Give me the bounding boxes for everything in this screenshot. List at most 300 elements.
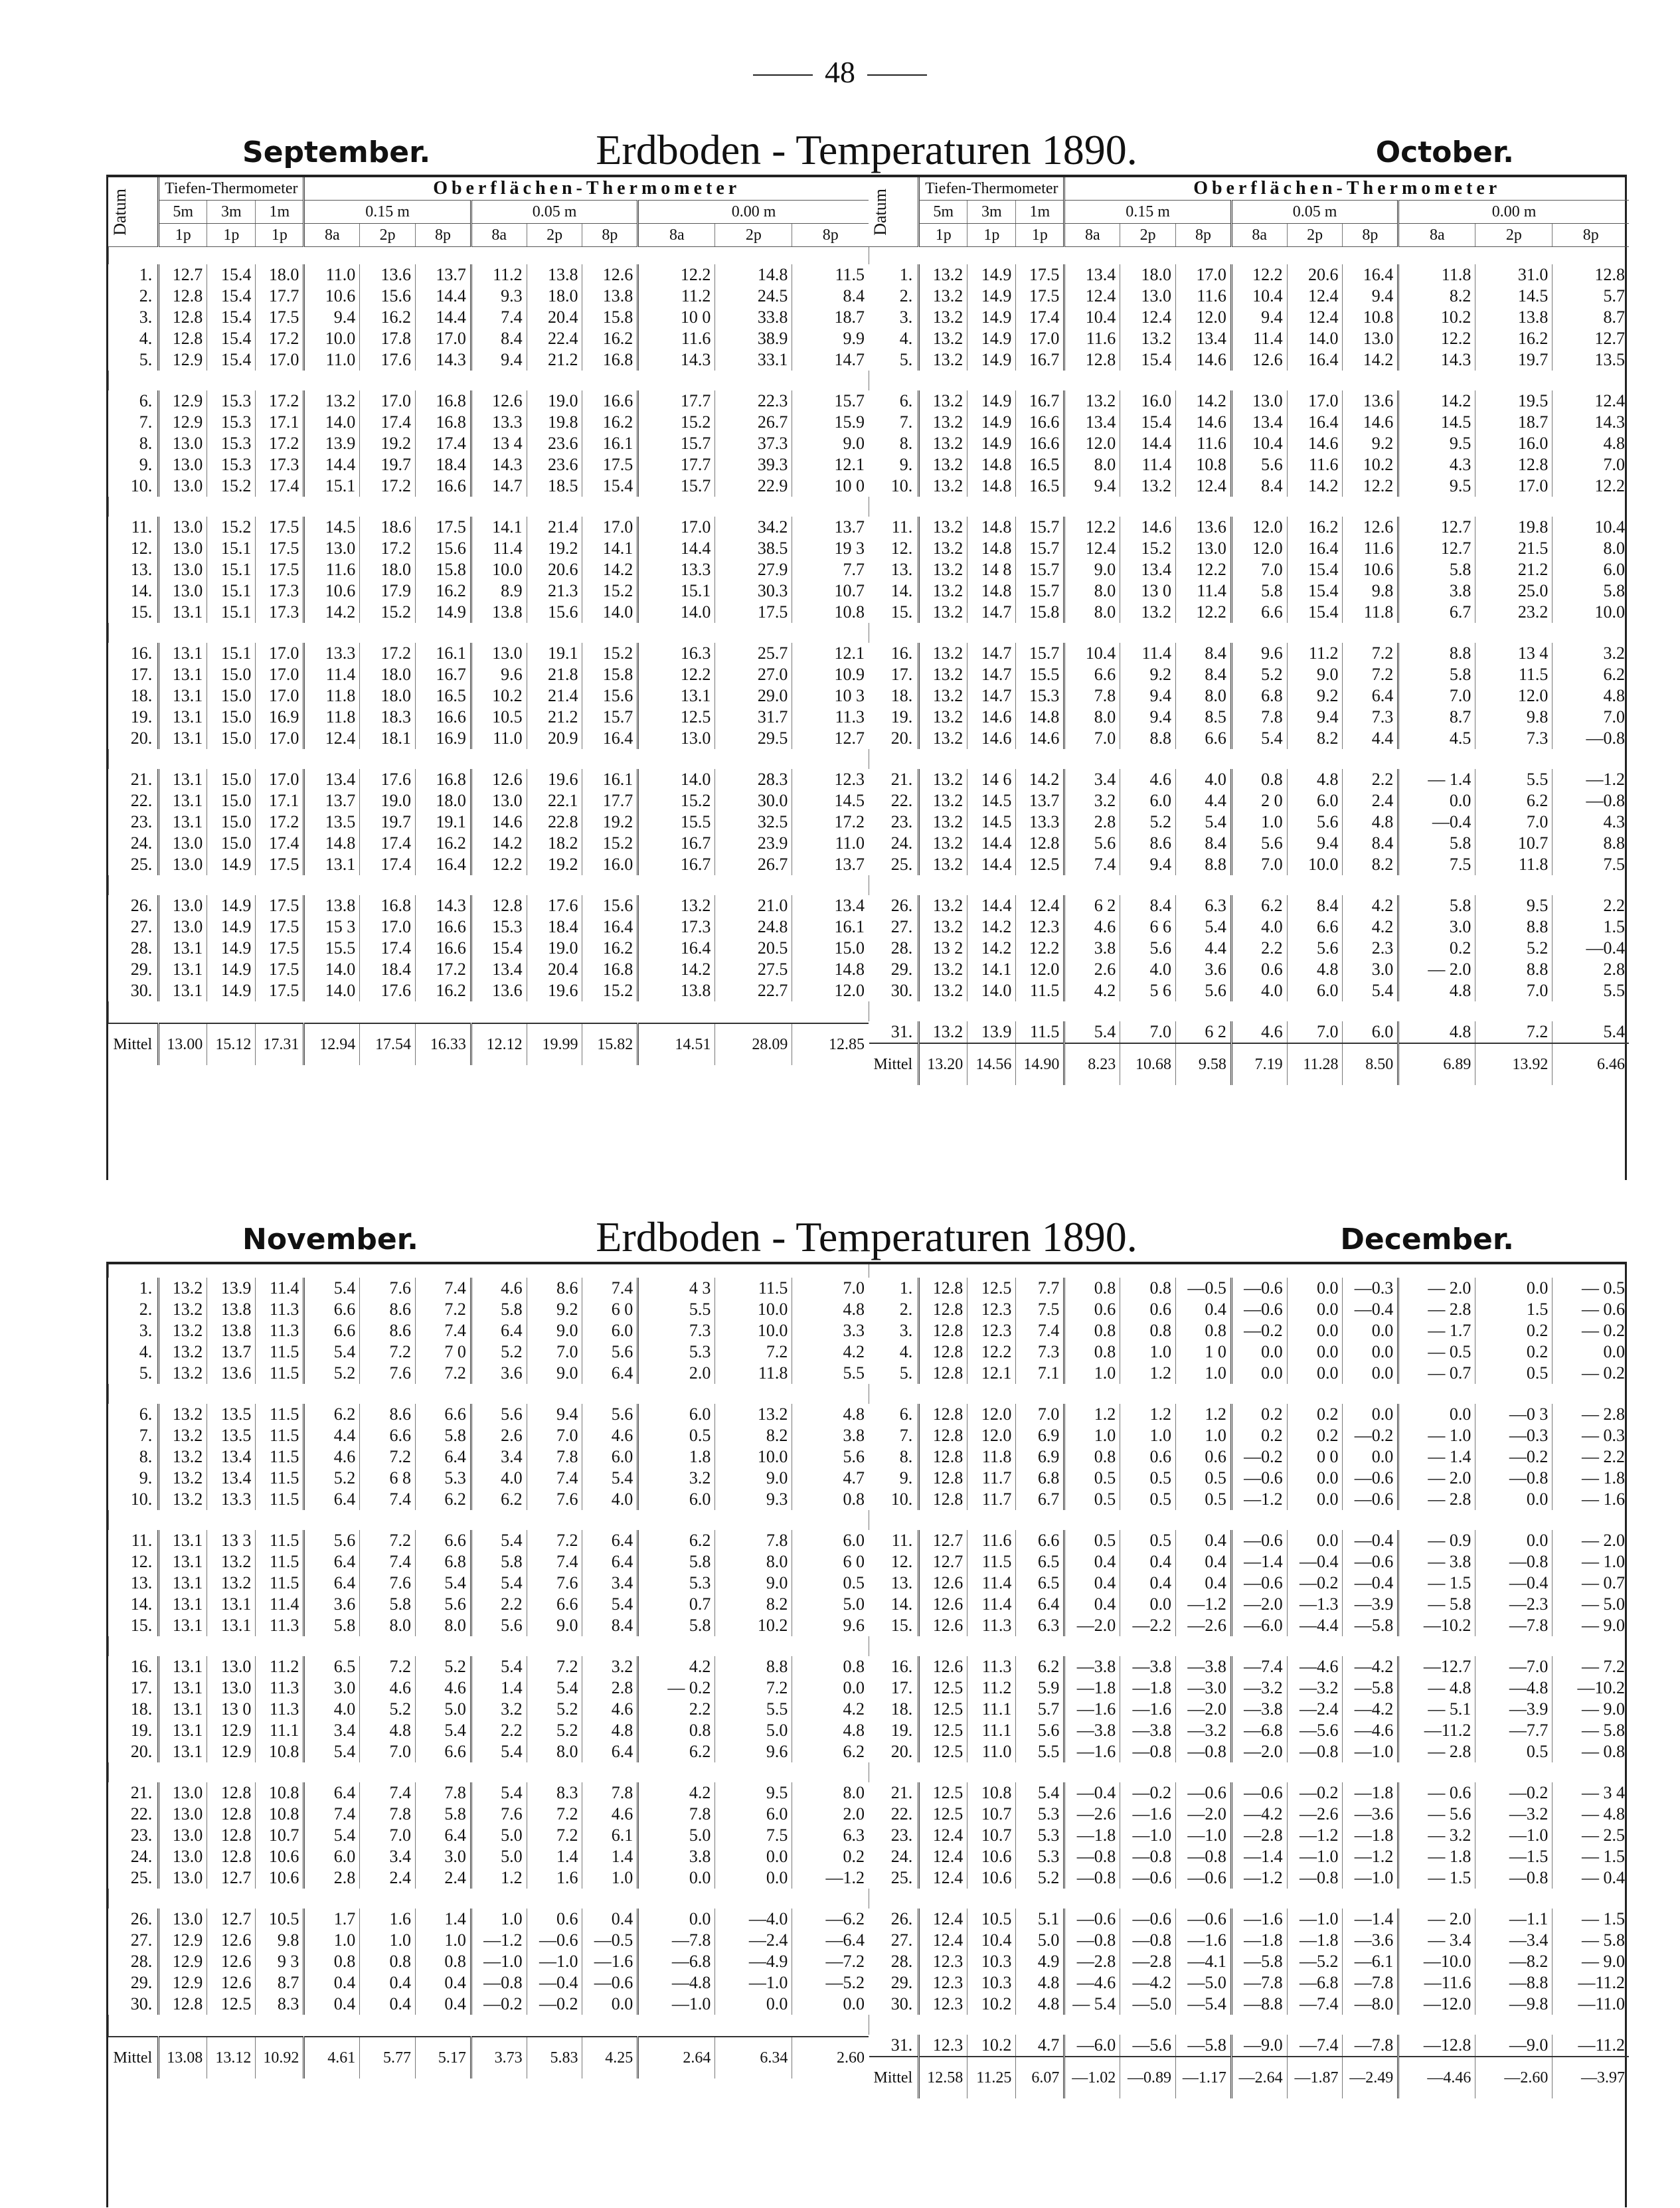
value-cell: 17.0 (360, 916, 416, 938)
value-cell: 14.4 (416, 307, 471, 328)
value-cell: 6.2 (638, 1530, 715, 1551)
value-cell: 11.3 (256, 1677, 304, 1699)
mittel-value: —2.64 (1231, 2057, 1287, 2098)
value-cell: 17.5 (256, 959, 304, 980)
value-cell: 20.5 (715, 938, 792, 959)
value-cell: 13.7 (207, 1341, 256, 1363)
table-row (869, 538, 1630, 559)
value-cell: 14.0 (967, 980, 1016, 1001)
value-cell: 13.1 (159, 707, 207, 728)
date-cell: 30. (130, 1994, 153, 2013)
section-sep-oct (106, 125, 1627, 1180)
value-cell: 15.0 (207, 833, 256, 854)
date-cell: 1. (899, 1278, 913, 1298)
value-cell: —0.8 (1120, 1846, 1176, 1867)
value-cell: 13.6 (207, 1363, 256, 1384)
value-cell: 10.7 (792, 580, 869, 602)
value-cell: 3.6 (304, 1594, 360, 1615)
header-row-depths (109, 201, 869, 224)
value-cell: 7.4 (1064, 854, 1120, 875)
value-cell: 17.5 (416, 517, 471, 538)
value-cell: 19.1 (527, 643, 582, 664)
value-cell: 10.2 (1343, 454, 1398, 475)
value-cell: 3.8 (1398, 580, 1475, 602)
time-header: 2p (1120, 224, 1176, 247)
value-cell: 7.8 (416, 1782, 471, 1804)
date-cell: 13. (130, 1573, 153, 1592)
table-row (109, 728, 869, 749)
value-cell: 2.3 (1343, 938, 1398, 959)
value-cell: 15.3 (207, 390, 256, 412)
value-cell: 6.7 (1016, 1489, 1064, 1510)
value-cell: 12.8 (919, 1468, 967, 1489)
mittel-value: 2.64 (638, 2037, 715, 2079)
table-row (109, 1699, 869, 1720)
table-row (109, 1994, 869, 2015)
value-cell: 6.2 (304, 1404, 360, 1425)
value-cell: 1.2 (1176, 1404, 1232, 1425)
value-cell: 17.6 (527, 895, 582, 916)
value-cell: 12.8 (159, 286, 207, 307)
value-cell: 9.0 (715, 1468, 792, 1489)
value-cell: 6.1 (582, 1825, 638, 1846)
value-cell: 6.2 (416, 1489, 471, 1510)
value-cell: 11.1 (967, 1720, 1016, 1741)
value-cell: —12.8 (1398, 2035, 1475, 2057)
value-cell: 13.0 (159, 895, 207, 916)
value-cell: 9.6 (715, 1741, 792, 1762)
value-cell: 0.4 (1064, 1551, 1120, 1572)
value-cell: —12.0 (1398, 1994, 1475, 2015)
value-cell: —0.6 (582, 1972, 638, 1994)
mittel-value: 14.51 (638, 1023, 715, 1065)
value-cell: 12.0 (1231, 517, 1287, 538)
value-cell: 15.2 (582, 833, 638, 854)
value-cell: 14.9 (207, 980, 256, 1001)
value-cell: 10.8 (256, 1741, 304, 1762)
time-header: 8p (416, 224, 471, 247)
value-cell: 12.0 (967, 1404, 1016, 1425)
value-cell: 15.4 (207, 328, 256, 349)
table-row (109, 1489, 869, 1510)
value-cell: 12.4 (919, 1846, 967, 1867)
value-cell: —5.8 (1343, 1615, 1398, 1636)
value-cell: 14.6 (967, 728, 1016, 749)
value-cell: 21.0 (715, 895, 792, 916)
value-cell: 12.2 (1231, 264, 1287, 286)
value-cell: 29.0 (715, 685, 792, 707)
value-cell: 13.7 (304, 790, 360, 811)
table-row (109, 769, 869, 790)
value-cell: 12.2 (967, 1341, 1016, 1363)
table-row (109, 833, 869, 854)
value-cell: 16.7 (1016, 390, 1064, 412)
value-cell: —10.2 (1553, 1677, 1629, 1699)
value-cell: 10.2 (967, 1994, 1016, 2015)
date-cell: 18. (130, 686, 153, 705)
value-cell: 12.6 (919, 1615, 967, 1636)
header-row-depths (869, 201, 1630, 224)
value-cell: 21.2 (527, 349, 582, 371)
value-cell: 4.6 (471, 1278, 527, 1299)
value-cell: —6.8 (1287, 1972, 1343, 1994)
table-row (109, 959, 869, 980)
value-cell: 12.3 (1016, 916, 1064, 938)
mittel-value: 13.12 (207, 2037, 256, 2079)
value-cell: 16.6 (582, 390, 638, 412)
value-cell: 8.0 (792, 1782, 869, 1804)
value-cell: 7.4 (582, 1278, 638, 1299)
value-cell: —4.0 (715, 1909, 792, 1930)
value-cell: —1.6 (1120, 1699, 1176, 1720)
value-cell: 11.3 (256, 1615, 304, 1636)
value-cell: 15.4 (1287, 580, 1343, 602)
value-cell: —1.2 (1231, 1489, 1287, 1510)
value-cell: 7.2 (715, 1341, 792, 1363)
value-cell: 12.7 (1398, 538, 1475, 559)
value-cell: 31.0 (1475, 264, 1553, 286)
table-row (109, 286, 869, 307)
value-cell: 15.2 (207, 475, 256, 497)
date-cell: 11. (891, 1531, 913, 1550)
value-cell: 13.1 (304, 854, 360, 875)
value-cell: 6.4 (582, 1363, 638, 1384)
value-cell: —3.2 (1176, 1720, 1232, 1741)
value-cell: 0.4 (416, 1994, 471, 2015)
value-cell: —1.1 (1475, 1909, 1553, 1930)
value-cell: 12.6 (471, 769, 527, 790)
value-cell: 0.8 (1064, 1446, 1120, 1468)
value-cell: 6.7 (1398, 602, 1475, 623)
value-cell: 4.4 (1176, 938, 1232, 959)
mittel-value: 14.56 (967, 1043, 1016, 1085)
value-cell: 4.8 (1553, 685, 1629, 707)
value-cell: 4.8 (792, 1720, 869, 1741)
value-cell: 0.0 (715, 1994, 792, 2015)
value-cell: —3.4 (1475, 1930, 1553, 1951)
value-cell: 0.6 (1120, 1446, 1176, 1468)
value-cell: 13.2 (919, 307, 967, 328)
value-cell: 13.8 (638, 980, 715, 1001)
value-cell: 15.0 (792, 938, 869, 959)
value-cell: — 2.8 (1398, 1299, 1475, 1320)
value-cell: 6.2 (1475, 790, 1553, 811)
value-cell: 5.4 (304, 1278, 360, 1299)
value-cell: 11.4 (1231, 328, 1287, 349)
value-cell: 5.2 (360, 1699, 416, 1720)
value-cell: 16.8 (416, 390, 471, 412)
value-cell: —2.0 (1176, 1699, 1232, 1720)
value-cell: 16.8 (416, 769, 471, 790)
value-cell: 17.9 (360, 580, 416, 602)
surface-depth-header: 0.05 m (1231, 201, 1398, 224)
value-cell: 12.8 (1064, 349, 1120, 371)
value-cell: 6.3 (1016, 1615, 1064, 1636)
value-cell: 5.3 (638, 1341, 715, 1363)
value-cell: 17.5 (256, 895, 304, 916)
value-cell: 7.7 (792, 559, 869, 580)
value-cell: 12.3 (967, 1320, 1016, 1341)
value-cell: 1.0 (582, 1867, 638, 1889)
value-cell: 9.0 (792, 433, 869, 454)
value-cell: 17.1 (256, 412, 304, 433)
value-cell: 5.4 (1343, 980, 1398, 1001)
value-cell: —1.2 (1343, 1846, 1398, 1867)
value-cell: 16.4 (1287, 412, 1343, 433)
value-cell: 4.6 (1120, 769, 1176, 790)
date-cell: 2. (139, 1300, 153, 1319)
value-cell: 12.9 (159, 1972, 207, 1994)
mittel-value: 9.58 (1176, 1043, 1232, 1085)
spacer-row (869, 247, 1630, 265)
gap (109, 1384, 869, 1404)
value-cell: 15.7 (1016, 643, 1064, 664)
gap (109, 1889, 869, 1909)
value-cell: 17.8 (360, 328, 416, 349)
value-cell: 6.4 (1016, 1594, 1064, 1615)
value-cell: —8.0 (1343, 1994, 1398, 2015)
value-cell: 12.4 (1064, 286, 1120, 307)
value-cell: 21.8 (527, 664, 582, 685)
value-cell: 13.5 (304, 811, 360, 833)
value-cell: 15.0 (207, 811, 256, 833)
value-cell: 1.6 (360, 1909, 416, 1930)
value-cell: —0.6 (1064, 1909, 1120, 1930)
value-cell: 12.4 (919, 1825, 967, 1846)
value-cell: 5.4 (1176, 916, 1232, 938)
value-cell: 6.2 (471, 1489, 527, 1510)
value-cell: 3.8 (1064, 938, 1120, 959)
value-cell: 4.3 (1553, 811, 1629, 833)
table-row (109, 1530, 869, 1551)
value-cell: 14.2 (1343, 349, 1398, 371)
value-cell: 11.7 (967, 1489, 1016, 1510)
value-cell: 15.8 (582, 664, 638, 685)
value-cell: 17.5 (256, 538, 304, 559)
value-cell: 18.4 (416, 454, 471, 475)
value-cell: 17.6 (360, 769, 416, 790)
value-cell: 13.2 (1120, 328, 1176, 349)
value-cell: 9.8 (1475, 707, 1553, 728)
mittel-value: —1.87 (1287, 2057, 1343, 2098)
value-cell: 13.2 (919, 538, 967, 559)
value-cell: 14.3 (471, 454, 527, 475)
value-cell: 5.2 (416, 1656, 471, 1677)
value-cell: 2.2 (471, 1720, 527, 1741)
date-cell: 19. (890, 1721, 913, 1740)
value-cell: 14.6 (1176, 412, 1232, 433)
date-cell: 28. (130, 1952, 153, 1971)
value-cell: —0.6 (1231, 1530, 1287, 1551)
value-cell: 9.0 (1287, 664, 1343, 685)
table-row (869, 1846, 1630, 1867)
value-cell: 11.8 (304, 707, 360, 728)
value-cell: 0.0 (638, 1909, 715, 1930)
value-cell: 14.9 (967, 286, 1016, 307)
value-cell: 8.8 (1176, 854, 1232, 875)
value-cell: 13.0 (638, 728, 715, 749)
value-cell: 12.4 (1553, 390, 1629, 412)
value-cell: 3.4 (1064, 769, 1120, 790)
value-cell: 0.0 (1398, 1404, 1475, 1425)
value-cell: 4.9 (1016, 1951, 1064, 1972)
value-cell: 11.4 (1176, 580, 1232, 602)
value-cell: 1.4 (582, 1846, 638, 1867)
value-cell: 4.8 (1553, 433, 1629, 454)
value-cell: 6.5 (304, 1656, 360, 1677)
value-cell: —7.4 (1287, 1994, 1343, 2015)
value-cell: —0.2 (1287, 1782, 1343, 1804)
value-cell: 8.6 (360, 1320, 416, 1341)
date-cell: 14. (130, 1594, 153, 1614)
value-cell: 12.9 (159, 1951, 207, 1972)
gap (869, 1636, 1630, 1656)
date-cell: 23. (890, 812, 913, 831)
table-row (109, 1468, 869, 1489)
table-row (869, 390, 1630, 412)
value-cell: 17.7 (638, 454, 715, 475)
value-cell: 9.4 (304, 307, 360, 328)
value-cell: —4.6 (1343, 1720, 1398, 1741)
value-cell: 13.1 (159, 959, 207, 980)
value-cell: 1.0 (1064, 1425, 1120, 1446)
value-cell: 19.2 (527, 854, 582, 875)
value-cell: — 9.0 (1553, 1951, 1629, 1972)
value-cell: —0.8 (1553, 728, 1629, 749)
date-cell: 25. (890, 1868, 913, 1887)
value-cell: 8.7 (256, 1972, 304, 1994)
value-cell: 0.5 (1176, 1489, 1232, 1510)
value-cell: — 2.0 (1553, 1530, 1629, 1551)
value-cell: —9.0 (1475, 2035, 1553, 2057)
value-cell: —0.2 (1231, 1446, 1287, 1468)
value-cell: 13.0 (159, 433, 207, 454)
value-cell: 1.0 (1176, 1363, 1232, 1384)
depth-header: 1m (1016, 201, 1064, 224)
value-cell: 7.2 (360, 1656, 416, 1677)
value-cell: 11.2 (638, 286, 715, 307)
value-cell: 19.8 (527, 412, 582, 433)
value-cell: — 5.1 (1398, 1699, 1475, 1720)
value-cell: 14.9 (207, 959, 256, 980)
value-cell: 19.0 (360, 790, 416, 811)
date-cell: 12. (130, 1552, 153, 1571)
value-cell: 5.6 (471, 1404, 527, 1425)
value-cell: 14.6 (967, 707, 1016, 728)
value-cell: —1.8 (1343, 1782, 1398, 1804)
value-cell: 12.6 (1231, 349, 1287, 371)
time-header: 8p (1343, 224, 1398, 247)
value-cell: 13.2 (919, 349, 967, 371)
value-cell: 13.3 (471, 412, 527, 433)
value-cell: 16.0 (1120, 390, 1176, 412)
table-row (869, 1363, 1630, 1384)
value-cell: 0.6 (527, 1909, 582, 1930)
value-cell: 12.8 (159, 328, 207, 349)
gap (109, 623, 869, 643)
value-cell: 15.0 (207, 685, 256, 707)
value-cell: —0.2 (1287, 1572, 1343, 1594)
value-cell: 38.9 (715, 328, 792, 349)
value-cell: 12.7 (792, 728, 869, 749)
date-cell: 10. (890, 476, 913, 495)
value-cell: —0.8 (1287, 1867, 1343, 1889)
value-cell: 13.8 (207, 1320, 256, 1341)
value-cell: 8.2 (715, 1425, 792, 1446)
value-cell: 13.0 (1176, 538, 1232, 559)
value-cell: 7.2 (360, 1341, 416, 1363)
value-cell: 11.4 (1120, 643, 1176, 664)
filler (109, 2015, 869, 2037)
depth-header: 5m (919, 201, 967, 224)
value-cell: 9.0 (1064, 559, 1120, 580)
value-cell: 11.5 (256, 1572, 304, 1594)
value-cell: 0.0 (792, 1994, 869, 2015)
value-cell: —0.2 (1231, 1320, 1287, 1341)
table-row (109, 1615, 869, 1636)
value-cell: 10.5 (256, 1909, 304, 1930)
group-gap (869, 497, 1630, 517)
value-cell: 13.2 (159, 1489, 207, 1510)
value-cell: —0.8 (1475, 1551, 1553, 1572)
value-cell: 8.3 (527, 1782, 582, 1804)
value-cell: 7.8 (1064, 685, 1120, 707)
mittel-value: 17.54 (360, 1023, 416, 1065)
value-cell: —6.2 (792, 1909, 869, 1930)
right-month-title: October. (1375, 135, 1514, 169)
spacer-row (869, 1264, 1630, 1278)
value-cell: 13.0 (159, 538, 207, 559)
value-cell: 10.2 (471, 685, 527, 707)
value-cell: 6.0 (1343, 1021, 1398, 1043)
date-cell: 25. (130, 1868, 153, 1887)
mittel-value: 13.92 (1475, 1043, 1553, 1085)
value-cell: 4.8 (582, 1720, 638, 1741)
value-cell: 14.9 (207, 854, 256, 875)
value-cell: 13.8 (304, 895, 360, 916)
value-cell: 2.8 (304, 1867, 360, 1889)
value-cell: 1.0 (471, 1909, 527, 1930)
value-cell: —5.0 (1176, 1972, 1232, 1994)
table-row (109, 1825, 869, 1846)
value-cell: 9.4 (1287, 707, 1343, 728)
value-cell: 16.4 (582, 728, 638, 749)
value-cell: 13.2 (159, 1468, 207, 1489)
value-cell: —1.0 (1343, 1867, 1398, 1889)
value-cell: 5.6 (582, 1341, 638, 1363)
value-cell: 1.5 (1475, 1299, 1553, 1320)
mittel-row (869, 2057, 1630, 2098)
table-row (109, 475, 869, 497)
value-cell: 11.3 (967, 1615, 1016, 1636)
value-cell: 13.0 (1231, 390, 1287, 412)
value-cell: 13.0 (159, 454, 207, 475)
date-cell: 20. (890, 1742, 913, 1761)
value-cell: 13.1 (159, 643, 207, 664)
mittel-label: Mittel (869, 2057, 919, 2098)
value-cell: — 5.4 (1064, 1994, 1120, 2015)
date-cell: 4. (139, 329, 153, 348)
mittel-value: 11.28 (1287, 1043, 1343, 1085)
value-cell: —1.2 (1287, 1825, 1343, 1846)
group-gap (869, 371, 1630, 390)
value-cell: 6.9 (1016, 1425, 1064, 1446)
value-cell: 5.3 (416, 1468, 471, 1489)
date-cell: 5. (139, 350, 153, 369)
value-cell: —8.8 (1231, 1994, 1287, 2015)
value-cell: 12.0 (1475, 685, 1553, 707)
time-header: 2p (1287, 224, 1343, 247)
